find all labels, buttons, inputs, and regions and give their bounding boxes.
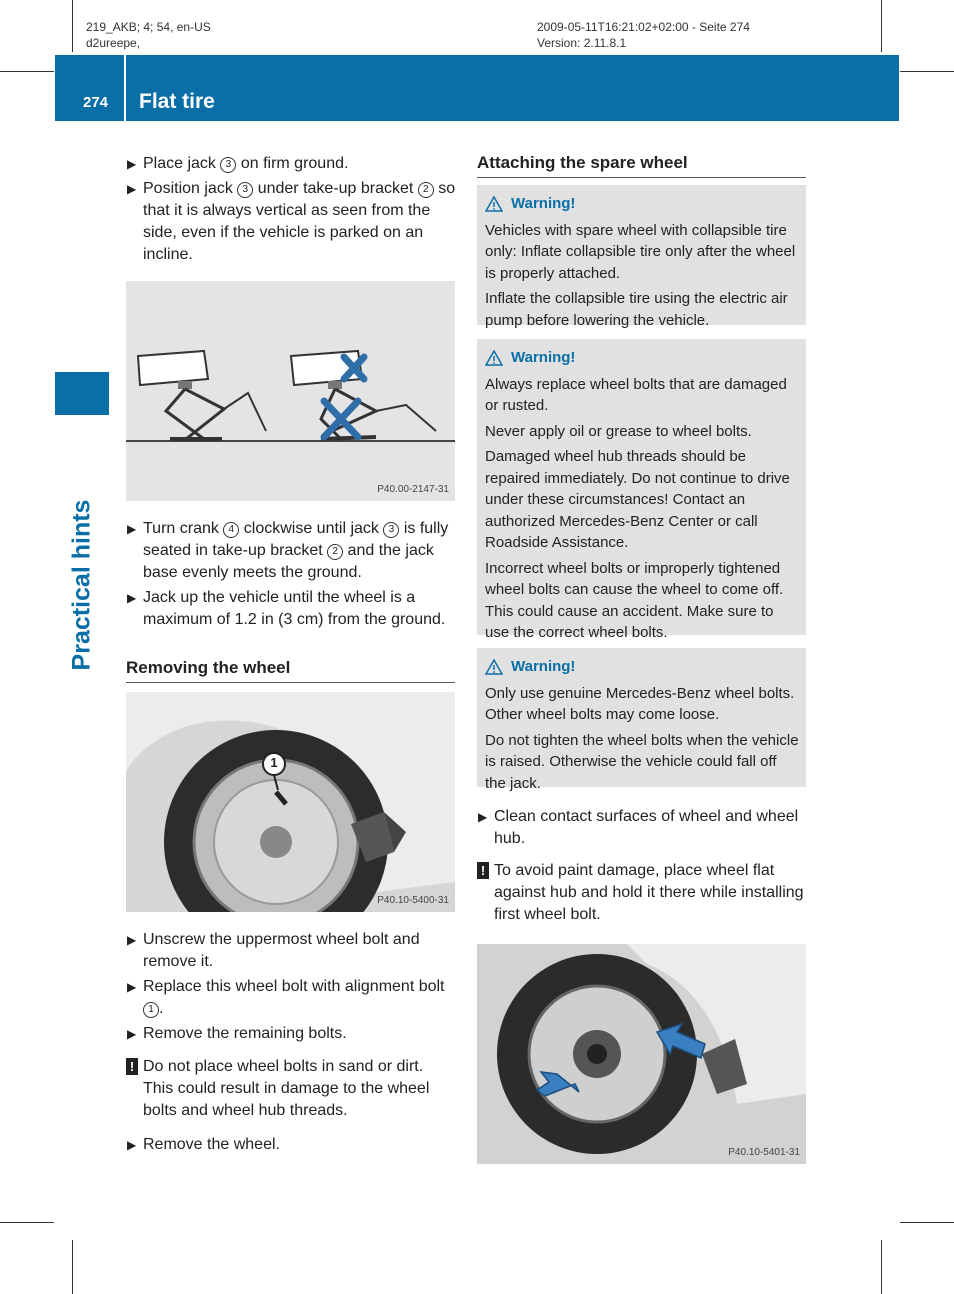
warning-title: Warning! <box>511 658 576 675</box>
warning-title: Warning! <box>511 195 576 212</box>
crop-mark <box>0 1222 54 1223</box>
warning-title: Warning! <box>511 349 576 366</box>
warning-box <box>477 339 806 641</box>
callout-3-icon: 3 <box>383 522 399 538</box>
bullet-arrow-icon: ▶ <box>127 591 137 605</box>
crop-mark <box>72 1240 73 1294</box>
print-meta-line: 219_AKB; 4; 54, en-US <box>86 20 211 34</box>
spare-wheel-photo <box>477 944 806 1164</box>
warning-header <box>477 185 806 220</box>
figure-caption: P40.00-2147-31 <box>377 484 449 495</box>
bullet-arrow-icon: ▶ <box>127 1027 137 1041</box>
figure-caption: P40.10-5401-31 <box>728 1147 800 1158</box>
side-tab-marker <box>55 372 109 415</box>
print-meta-line: 2009-05-11T16:21:02+02:00 - Seite 274 <box>537 20 750 34</box>
step-text: Remove the remaining bolts. <box>143 1025 347 1042</box>
warning-text: Damaged wheel hub threads should be repaired immediately. Do not continue to drive under these circumstances! Contact an authorized Mercedes-Benz Center or call Roadside Assistance. <box>485 448 790 551</box>
list-item <box>126 1023 456 1045</box>
bullet-arrow-icon: ▶ <box>127 522 137 536</box>
wheel-removal-figure <box>126 692 455 912</box>
header-divider <box>124 55 126 121</box>
warning-triangle-icon <box>485 350 503 366</box>
list-item: ▶ Replace this wheel bolt with alignment bolt 1 . <box>127 978 445 1017</box>
steps-list <box>126 518 456 634</box>
note-text: To avoid paint damage, place wheel flat against hub and hold it there while installing first wheel bolt. <box>494 862 804 923</box>
section-heading <box>477 152 806 178</box>
warning-text: Vehicles with spare wheel with collapsible tire only: Inflate collapsible tire only after the wheel is properly attached. <box>485 221 796 282</box>
steps-list <box>126 153 456 269</box>
crop-mark <box>72 0 73 52</box>
callout-label: 1 <box>270 755 278 770</box>
warning-box <box>477 185 806 329</box>
jack-position-figure <box>126 281 455 501</box>
warning-header <box>477 339 806 374</box>
warning-text: Always replace wheel bolts that are damaged or rusted. <box>485 375 787 414</box>
jack-illustration <box>126 281 455 501</box>
steps-list <box>477 806 809 926</box>
print-meta-left <box>86 19 211 51</box>
warning-box <box>477 648 806 792</box>
list-item: ▶ Turn crank 4 clockwise until jack 3 is fully seated in take-up bracket 2 and the jack base evenly meets the ground. <box>127 520 449 581</box>
exclamation-icon: ! <box>477 862 489 879</box>
list-item: ▶ Place jack 3 on firm ground. <box>126 153 456 175</box>
caution-note <box>477 860 809 926</box>
crop-mark <box>900 71 954 72</box>
exclamation-icon: ! <box>126 1058 138 1075</box>
crop-mark <box>881 1240 882 1294</box>
callout-2-icon: 2 <box>327 544 343 560</box>
section-heading <box>126 657 455 683</box>
step-text: Remove the wheel. <box>143 1136 280 1153</box>
section-title: Removing the wheel <box>126 657 455 683</box>
crop-mark <box>881 0 882 52</box>
section-title: Attaching the spare wheel <box>477 152 806 178</box>
print-meta-right <box>537 19 750 51</box>
list-item <box>126 587 456 631</box>
figure-caption: P40.10-5400-31 <box>377 895 449 906</box>
spare-wheel-figure <box>477 944 806 1164</box>
note-text: Do not place wheel bolts in sand or dirt. This could result in damage to the wheel bolts and wheel hub threads. <box>143 1058 430 1119</box>
callout-1-icon: 1 <box>143 1002 159 1018</box>
bullet-arrow-icon: ▶ <box>127 157 137 171</box>
step-text: Jack up the vehicle until the wheel is a maximum of 1.2 in (3 cm) from the ground. <box>143 589 446 628</box>
warning-text: Inflate the collapsible tire using the electric air pump before lowering the vehicle. <box>485 290 788 329</box>
crop-mark <box>0 71 54 72</box>
warning-text: Incorrect wheel bolts or improperly tightened wheel bolts can cause the wheel to come off. This could cause an accident. Make sure to use the correct wheel bolts. <box>485 559 784 641</box>
wheel-photo <box>126 692 455 912</box>
warning-triangle-icon <box>485 196 503 212</box>
warning-text: Only use genuine Mercedes-Benz wheel bolts. Other wheel bolts may come loose. <box>485 684 795 723</box>
crop-mark <box>900 1222 954 1223</box>
bullet-arrow-icon: ▶ <box>127 933 137 947</box>
caution-note <box>126 1056 456 1122</box>
step-text: Clean contact surfaces of wheel and wheel hub. <box>494 808 799 847</box>
callout-3-icon: 3 <box>237 182 253 198</box>
list-item <box>126 929 456 973</box>
bullet-arrow-icon: ▶ <box>478 810 488 824</box>
warning-text: Do not tighten the wheel bolts when the vehicle is raised. Otherwise the vehicle could fall off the jack. <box>485 731 799 792</box>
warning-header <box>477 648 806 683</box>
callout-3-icon: 3 <box>220 157 236 173</box>
list-item <box>126 1134 456 1156</box>
page-title: Flat tire <box>139 90 215 113</box>
print-meta-line: d2ureepe, <box>86 36 141 50</box>
callout-2-icon: 2 <box>418 182 434 198</box>
list-item <box>477 806 809 850</box>
bullet-arrow-icon: ▶ <box>127 182 137 196</box>
side-tab-label: Practical hints <box>67 499 96 671</box>
warning-triangle-icon <box>485 659 503 675</box>
print-meta-line: Version: 2.11.8.1 <box>537 36 627 50</box>
steps-list <box>126 929 456 1159</box>
warning-text: Never apply oil or grease to wheel bolts. <box>485 422 752 440</box>
bullet-arrow-icon: ▶ <box>127 980 137 994</box>
list-item: ▶ Position jack 3 under take-up bracket 2 so that it is always vertical as seen from the side, even if the vehicle is parked on an incline. <box>127 180 456 263</box>
bullet-arrow-icon: ▶ <box>127 1138 137 1152</box>
step-text: Unscrew the uppermost wheel bolt and remove it. <box>143 931 420 970</box>
page-number: 274 <box>83 94 109 111</box>
callout-4-icon: 4 <box>223 522 239 538</box>
